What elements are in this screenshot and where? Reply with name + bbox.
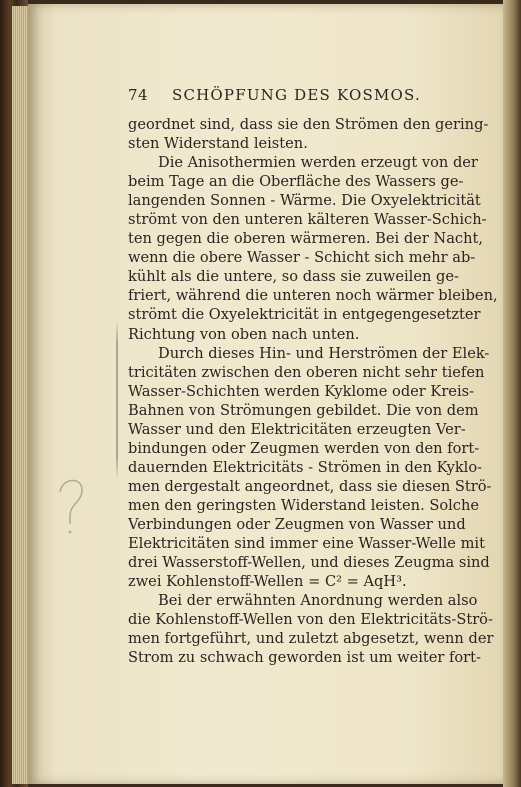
text-line: Verbindungen oder Zeugmen von Wasser und	[128, 515, 466, 533]
text-line: geordnet sind, dass sie den Strömen den gering-	[128, 116, 489, 133]
text-line: tricitäten zwischen den oberen nicht sehr tiefen	[128, 363, 485, 381]
text-line: Wasser und den Elektricitäten erzeugten Ver-	[128, 420, 466, 438]
text-line: ten gegen die oberen wärmeren. Bei der Nacht,	[128, 230, 483, 248]
text-line: Richtung von oben nach unten.	[128, 325, 360, 343]
page-number: 74	[128, 86, 149, 104]
text-line: Bei der erwähnten Anordnung werden also	[158, 592, 478, 610]
running-head: SCHÖPFUNG DES KOSMOS.	[172, 86, 421, 104]
text-line: langenden Sonnen - Wärme. Die Oxyelektricität	[128, 192, 481, 210]
text-line: men fortgeführt, und zuletzt abgesetzt, wenn der	[128, 630, 494, 648]
text-line: bindungen oder Zeugmen werden von den fort-	[128, 439, 480, 457]
text-line: Durch dieses Hin- und Herströmen der Elek-	[158, 344, 490, 362]
text-line: dauernden Elektricitäts - Strömen in den Kyklo-	[128, 458, 483, 476]
page-header	[128, 86, 434, 104]
text-line: Die Anisothermien werden erzeugt von der	[158, 154, 478, 172]
text-line: Elektricitäten sind immer eine Wasser-Welle mit	[128, 535, 485, 553]
body-text	[128, 115, 498, 667]
text-line: sten Widerstand leisten.	[128, 135, 308, 153]
text-line: men den geringsten Widerstand leisten. Solche	[128, 496, 480, 514]
text-line: die Kohlenstoff-Wellen von den Elektricitäts-Strö-	[128, 611, 493, 629]
text-line: strömt von den unteren kälteren Wasser-Schich-	[128, 211, 487, 229]
text-line: kühlt als die untere, so dass sie zuweilen ge-	[128, 268, 459, 286]
pencil-question-mark	[52, 470, 92, 550]
text-line: Strom zu schwach geworden ist um weiter fort-	[128, 649, 481, 667]
pencil-margin-line	[116, 320, 118, 480]
text-line: friert, während die unteren noch wärmer bleiben,	[128, 287, 498, 305]
text-line: drei Wasserstoff-Wellen, und dieses Zeugma sind	[128, 554, 490, 572]
text-line: Bahnen von Strömungen gebildet. Die von dem	[128, 401, 479, 419]
text-line: beim Tage an die Oberfläche des Wassers ge-	[128, 173, 464, 191]
text-line: wenn die obere Wasser - Schicht sich mehr ab-	[128, 249, 476, 267]
text-line: zwei Kohlenstoff-Wellen = C² = AqH³.	[128, 573, 407, 591]
right-page-edge	[503, 0, 521, 787]
text-line: Wasser-Schichten werden Kyklome oder Kreis-	[128, 382, 475, 400]
text-line: men dergestalt angeordnet, dass sie diesen Strö-	[128, 477, 492, 495]
text-line: strömt die Oxyelektricität in entgegengesetzter	[128, 306, 481, 324]
